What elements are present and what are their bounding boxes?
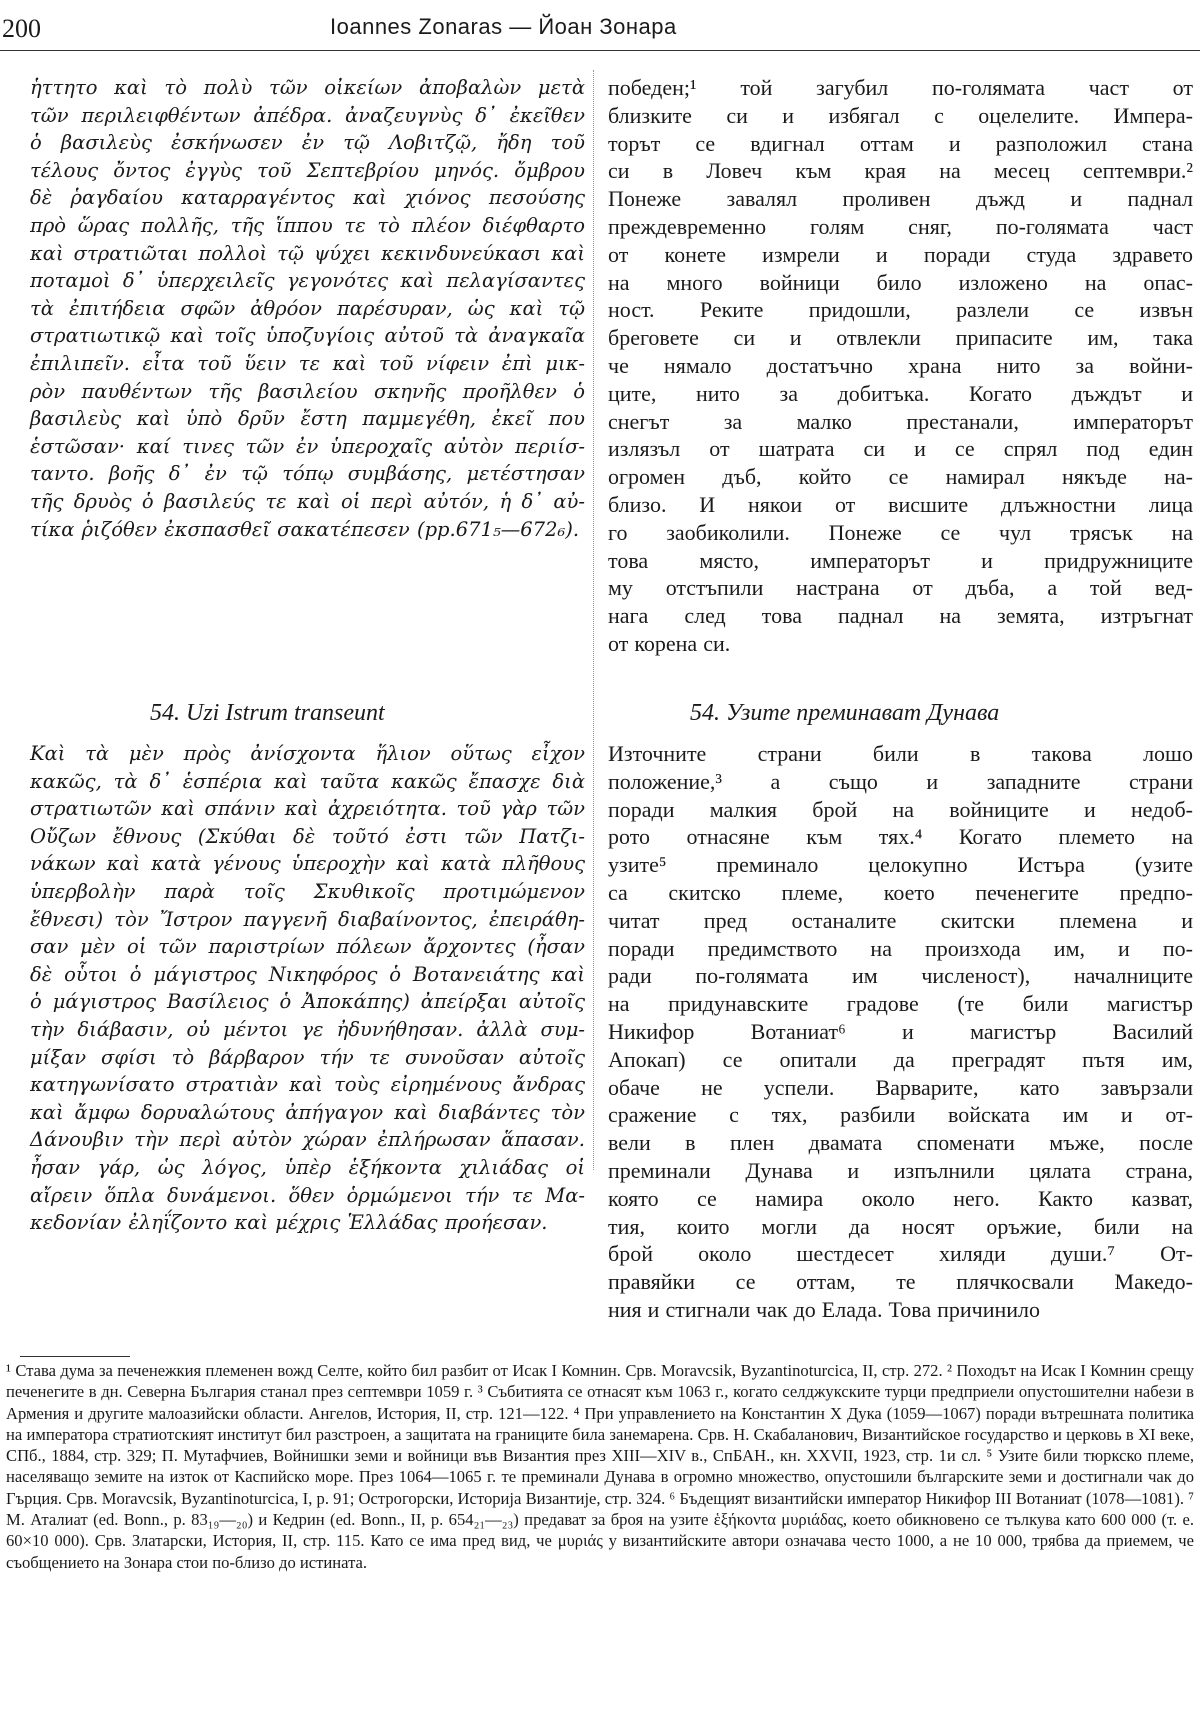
text-line: κατηγωνίσατο στρατιὰν καὶ τοὺς εἰρημένους ἄνδρας (30, 1073, 585, 1097)
text-line: ἑστῶσαν· καί τινες τῶν ἐν ὑπεροχαῖς αὐτὸν περιίσ- (30, 434, 585, 458)
text-line: го заобиколили. Понеже се чул трясък на (608, 519, 1193, 545)
text-line: вели в плен двамата споменати мъже, после (608, 1130, 1193, 1156)
text-line: от конете измрели и поради студа здравето (608, 241, 1193, 267)
section-heading-greek: 54. Uzi Istrum transeunt (150, 700, 385, 726)
text-line: са скитско племе, което печенегите предпо- (608, 879, 1193, 905)
text-line: близо. И някои от висшите длъжностни лица (608, 491, 1193, 517)
text-line: победен;¹ той загубил по-голямата част от (608, 75, 1193, 100)
text-line: на много войници било изложено на опас- (608, 269, 1193, 295)
text-line: поради малкия брой на войниците и недоб- (608, 796, 1193, 822)
text-line: която се намира около него. Както казват, (608, 1185, 1193, 1211)
text-line: καὶ ἄμφω δορυαλώτους ἀπήγαγον καὶ διαβάντες τὸν (30, 1100, 585, 1124)
text-line: правяйки се оттам, те плячкосвали Македо- (608, 1269, 1193, 1295)
text-line: торът се вдигнал оттам и разположил стана (608, 130, 1193, 156)
text-line: че нямало достатъчно храна нито за войни- (608, 352, 1193, 378)
text-line: τὰ ἐπιτήδεια σφῶν ἀθρόον παρέσυραν, ὡς καὶ τῷ (30, 296, 585, 320)
bulgarian-text-block-1 (608, 74, 1193, 658)
text-line: огромен дъб, който се намирал някъде на- (608, 464, 1193, 490)
text-line: ταντο. βοῆς δ᾽ ἐν τῷ τόπῳ συμβάσης, μετέστησαν (30, 462, 585, 486)
text-line: рото отнасяне към тях.⁴ Когато племето на (608, 824, 1193, 850)
text-line: узите⁵ преминало целокупно Истъра (узите (608, 852, 1193, 878)
text-line: ἡττητο καὶ τὸ πολὺ τῶν οἰκείων ἀποβαλὼν μετὰ (30, 76, 585, 99)
text-line: ἔθνεσι) τὸν Ἴστρον παγγενῆ διαβαίνοντος, ἐπειράθη- (30, 907, 585, 931)
text-line: ὁ βασιλεὺς ἐσκήνωσεν ἐν τῷ Λοβιτζῷ, ἤδη τοῦ (30, 131, 585, 155)
text-line: Източните страни били в такова лошо (608, 741, 1193, 766)
text-line: νάκων καὶ κατὰ γένους ὑπεροχὴν καὶ κατὰ πλῆθους (30, 852, 585, 876)
text-line: обаче не успели. Варварите, като завързали (608, 1074, 1193, 1100)
text-line: ния и стигнали чак до Елада. Това причинило (608, 1296, 1041, 1322)
text-line: καὶ στρατιῶται πολλοὶ τῷ ψύχει κεκινδυνεύκασι καὶ (30, 241, 585, 265)
text-line: Никифор Вотаниат⁶ и магистър Василий (608, 1018, 1193, 1044)
text-line: ците, нито за добитъка. Когато дъждът и (608, 380, 1193, 406)
text-line: δὲ οὗτοι ὁ μάγιστρος Νικηφόρος ὁ Βοτανειάτης καὶ (30, 962, 585, 986)
text-line: Δάνουβιν τὴν περὶ αὐτὸν χώραν ἐπλήρωσαν ἅπασαν. (30, 1128, 585, 1152)
text-line: κεδονίαν ἐληΐζοντο καὶ μέχρις Ἑλλάδας προήεσαν. (30, 1211, 548, 1235)
column-divider (593, 70, 594, 1170)
text-line: читат пред останалите скитски племена и (608, 907, 1193, 933)
bulgarian-text-block-2 (608, 740, 1193, 1324)
text-line: му отстъпили настрана от дъба, а той вед- (608, 575, 1193, 601)
text-line: αἴρειν ὅπλα δυνάμενοι. ὅθεν ὁρμώμενοι τήν τε Μα- (30, 1183, 585, 1207)
text-line: ὑπερβολὴν παρὰ τοῖς Σκυθικοῖς προτιμώμενον (30, 879, 585, 903)
text-line: Καὶ τὰ μὲν πρὸς ἀνίσχοντα ἥλιον οὕτως εἶχον (30, 742, 585, 765)
text-line: близките си и избягал с оцелелите. Импера- (608, 102, 1193, 128)
footnote-rule (20, 1356, 130, 1357)
text-line: κακῶς, τὰ δ᾽ ἑσπέρια καὶ ταῦτα κακῶς ἔπασχε διὰ (30, 769, 585, 793)
text-line: излязъл от шатрата си и се спрял под един (608, 436, 1193, 462)
text-line: τὴν διάβασιν, οὐ μέντοι γε ἠδυνήθησαν. ἀλλὰ συμ- (30, 1017, 585, 1041)
text-line: ρὸν παυθέντων τῆς βασιλείου σκηνῆς προῆλθεν ὁ (30, 379, 585, 403)
text-line: сражение с тях, разбили войската им и от- (608, 1102, 1193, 1128)
page-number: 200 (2, 14, 41, 43)
text-line: ὁ μάγιστρος Βασίλειος ὁ Ἀποκάπης) ἀπείρξαι αὐτοῖς (30, 990, 585, 1014)
footnotes: ¹ Става дума за печенежкия племенен вожд Селте, който бил разбит от Исак I Комнин. Срв. Moravcsik, Byzantinoturcica, II, стр. 272. ² Походът на Исак I Комнин срещу печенегите в дн. Северна България станал през септември 1059 г. ³ Събитията се отнасят към 1063 г., когато селджукските турци предприели опустошителни набези в Армения и другите малоазийски области. Ангелов, История, II, стр. 121—122. ⁴ При управлението на Константин X Дука (1059—1067) поради вътрешната политика на императора стратиотският институт бил разстроен, а защитата на границите била занемарена. Срв. Н. Скабаланович, Византийское государство и церковь в XI веке, СПб., 1884, стр. 329; П. Мутафчиев, Войнишки земи и войници във Византия през XIII—XIV в., СпБАН., кн. XXVII, 1923, стр. 1и сл. ⁵ Узите били тюркско племе, населяващо земите на изток от Каспийско море. През 1064—1065 г. те преминали Дунава в огромно множество, опустошили българските земи и достигнали чак до Гърция. Срв. Moravcsik, Byzantinoturcica, I, p. 91; Острогорски, Историја Византије, стр. 324. ⁶ Бъдещият византийски император Никифор III Вотаниат (1078—1081). ⁷ М. Аталиат (ed. Bonn., p. 83₁₉—₂₀) и Кедрин (ed. Bonn., II, p. 654₂₁—₂₃) предават за броя на узите ἑξήκοντα μυριάδας, което обикновено се тълкува като 600 000 (т. е. 60×10 000). Срв. Златарски, История, II, стр. 115. Като се има пред вид, че μυριάς у византийските автори означава често 1000, а не 10 000, трябва да приемем, че съобщението на Зонара стои по-близо до истината. (6, 1361, 1194, 1572)
text-line: нага след това паднал на земята, изтръгнат (608, 603, 1193, 629)
text-line: Апокап) се опитали да преградят пътя им, (608, 1046, 1193, 1072)
text-line: Οὔζων ἔθνους (Σκύθαι δὲ τοῦτό ἐστι τῶν Πατζι- (30, 824, 585, 848)
text-line: поради предимството на произхода им, и по- (608, 935, 1193, 961)
text-line: бреговете си и отвлекли припасите им, така (608, 325, 1193, 351)
text-line: преминали Дунава и изпълнили цялата страна, (608, 1157, 1193, 1183)
text-line: ност. Реките придошли, разлели се извън (608, 297, 1193, 323)
text-line: τῆς δρυὸς ὁ βασιλεύς τε καὶ οἱ περὶ αὐτόν, ἡ δ᾽ αὐ- (30, 489, 585, 513)
greek-text-block-1 (30, 74, 585, 543)
text-line: преждевременно голям сняг, по-голямата част (608, 213, 1193, 239)
text-line: στρατιωτικῷ καὶ τοῖς ὑποζυγίοις αὐτοῦ τὰ ἀναγκαῖα (30, 324, 585, 348)
text-line: снегът за малко престанали, императорът (608, 408, 1193, 434)
text-line: βασιλεὺς καὶ ὑπὸ δρῦν ἔστη παμμεγέθη, ἐκεῖ που (30, 407, 585, 431)
text-line: ради по-голямата им численост), началниците (608, 963, 1193, 989)
text-line: ποταμοὶ δ᾽ ὑπερχειλεῖς γεγονότες καὶ πελαγίσαντες (30, 269, 585, 293)
text-line: δὲ ῥαγδαίου καταρραγέντος καὶ χιόνος πεσούσης (30, 186, 585, 210)
text-line: положение,³ а също и западните страни (608, 768, 1193, 794)
text-line: πρὸ ὥρας πολλῆς, τῆς ἵππου τε τὸ πλέον διέφθαρτο (30, 213, 585, 237)
header-rule (0, 50, 1200, 51)
section-heading-bulgarian: 54. Узите преминават Дунава (690, 700, 1000, 726)
greek-text-block-2 (30, 740, 585, 1237)
text-line: брой около шестдесет хиляди души.⁷ От- (608, 1241, 1193, 1267)
text-line: ἐπιλιπεῖν. εἶτα τοῦ ὕειν τε καὶ τοῦ νίφειν ἐπὶ μικ- (30, 351, 585, 375)
text-line: στρατιωτῶν καὶ σπάνιν καὶ ἀχρειότητα. τοῦ γὰρ τῶν (30, 797, 585, 821)
text-line: тия, които могли да носят оръжие, били на (608, 1213, 1193, 1239)
running-head: Ioannes Zonaras — Йоан Зонара (330, 14, 677, 39)
text-line: това място, императорът и придружниците (608, 547, 1193, 573)
text-line: Понеже завалял проливен дъжд и паднал (608, 186, 1193, 212)
text-line: σαν μὲν οἱ τῶν παριστρίων πόλεων ἄρχοντες (ἦσαν (30, 935, 585, 959)
text-line: τῶν περιλειφθέντων ἀπέδρα. ἀναζευγνὺς δ᾽ ἐκεῖθεν (30, 103, 585, 127)
text-line: τέλους ὄντος ἐγγὺς τοῦ Σεπτεβρίου μηνός. ὄμβρου (30, 158, 585, 182)
text-line: си в Ловеч към края на месец септември.² (608, 158, 1193, 184)
text-line: на придунавските градове (те били магистър (608, 991, 1193, 1017)
text-line: τίκα ῥιζόθεν ἐκσπασθεῖ σακατέπεσεν (pp.671₅—672₆). (30, 517, 580, 541)
text-line: μίξαν σφίσι τὸ βάρβαρον τήν τε συνοῦσαν αὐτοῖς (30, 1045, 585, 1069)
text-line: от корена си. (608, 630, 731, 656)
text-line: ἦσαν γάρ, ὡς λόγος, ὑπὲρ ἑξήκοντα χιλιάδας οἱ (30, 1155, 585, 1179)
